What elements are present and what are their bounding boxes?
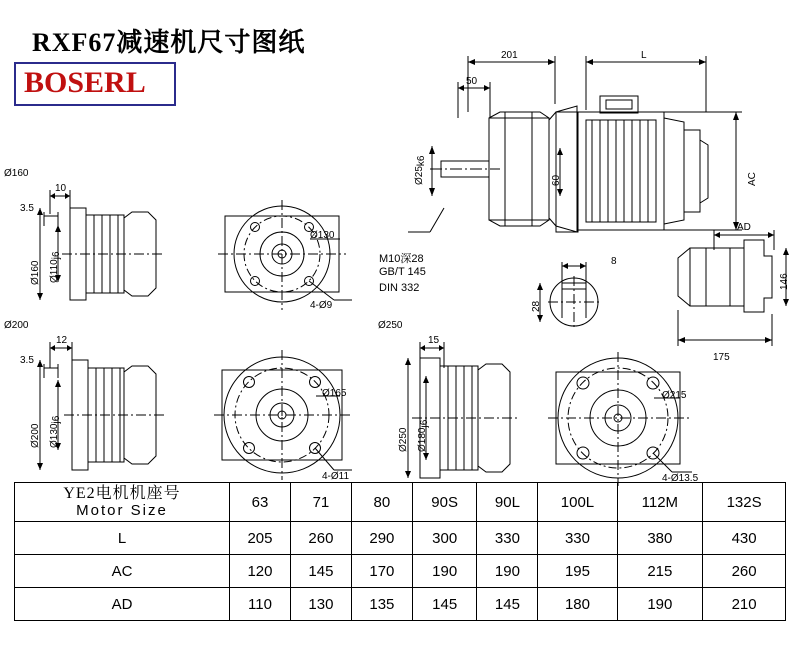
cell-AD-0: 110 [230,588,291,621]
cell-AC-0: 120 [230,555,291,588]
dim-shaft-label: Ø25k6 [414,155,427,185]
dim-250-label: Ø250 [398,427,409,452]
cell-AD-3: 145 [412,588,477,621]
cell-size-3: 90S [412,483,477,522]
table-row [15,588,786,621]
cell-L-3: 300 [412,522,477,555]
cell-AD-5: 180 [538,588,617,621]
dim-8-label: 8 [611,256,617,267]
table-row [15,522,786,555]
dim-L-label: L [641,50,647,61]
dim-28-label: 28 [531,300,542,312]
holes-250-label: 4-Ø13.5 [662,473,699,484]
holes-160-label: 4-Ø9 [310,300,333,311]
cell-L-6: 380 [617,522,703,555]
row-header-L: L [15,522,230,555]
page-title: RXF67减速机尺寸图纸 [32,28,306,57]
dim-180-label: Ø180j6 [417,419,430,452]
cell-size-0: 63 [230,483,291,522]
dim-50-label: 50 [466,76,478,87]
cell-AD-4: 145 [477,588,538,621]
cell-AD-1: 130 [290,588,351,621]
dim-12-label: 12 [56,335,68,346]
cell-size-5: 100L [538,483,617,522]
cell-L-1: 260 [290,522,351,555]
dim-3-5-label-200: 3.5 [20,355,34,366]
dim-200-label: Ø200 [30,423,41,448]
dim-3-5-label-160: 3.5 [20,203,34,214]
dim-110-label: Ø110j6 [49,251,62,283]
flange-160-title: Ø160 [4,168,29,179]
holes-200-label: 4-Ø11 [322,471,350,482]
cell-AC-7: 260 [703,555,786,588]
dim-60-label: 60 [551,174,562,186]
motor-size-table [14,482,786,621]
cell-size-6: 112M [617,483,703,522]
cell-AD-7: 210 [703,588,786,621]
cell-size-2: 80 [351,483,412,522]
cell-AC-5: 195 [538,555,617,588]
dim-10-label: 10 [55,183,67,194]
cell-AC-3: 190 [412,555,477,588]
flange-250-title: Ø250 [378,320,403,331]
cell-L-2: 290 [351,522,412,555]
flange-200-title: Ø200 [4,320,29,331]
cell-L-4: 330 [477,522,538,555]
dim-AC-label: AC [747,172,758,186]
dim-160-label: Ø160 [30,260,41,285]
dim-130-label-160: Ø130 [310,230,335,241]
cell-L-0: 205 [230,522,291,555]
dim-201-label: 201 [501,50,518,61]
dim-175-label: 175 [713,352,730,363]
row-header-motor-size: YE2电机机座号 Motor Size [15,483,230,522]
dim-165-label: Ø165 [322,388,347,399]
cell-AD-6: 190 [617,588,703,621]
cell-L-7: 430 [703,522,786,555]
note-din: DIN 332 [379,282,420,294]
cell-size-1: 71 [290,483,351,522]
cell-AC-4: 190 [477,555,538,588]
cell-size-7: 132S [703,483,786,522]
dim-215-label: Ø215 [662,390,687,401]
dim-130-label-200: Ø130j6 [49,415,62,448]
note-gbt: GB/T 145 [379,266,426,278]
note-m10: M10深28 [379,253,424,265]
row-header-AC: AC [15,555,230,588]
dim-AD-label: AD [737,222,751,233]
cell-AC-6: 215 [617,555,703,588]
cell-AC-1: 145 [290,555,351,588]
dim-15-label: 15 [428,335,440,346]
table-row [15,483,786,522]
cell-L-5: 330 [538,522,617,555]
table-row [15,555,786,588]
cell-size-4: 90L [477,483,538,522]
cell-AD-2: 135 [351,588,412,621]
dim-146-label: 146 [779,273,790,290]
cell-AC-2: 170 [351,555,412,588]
logo-text: BOSERL [24,66,146,99]
row-header-AD: AD [15,588,230,621]
